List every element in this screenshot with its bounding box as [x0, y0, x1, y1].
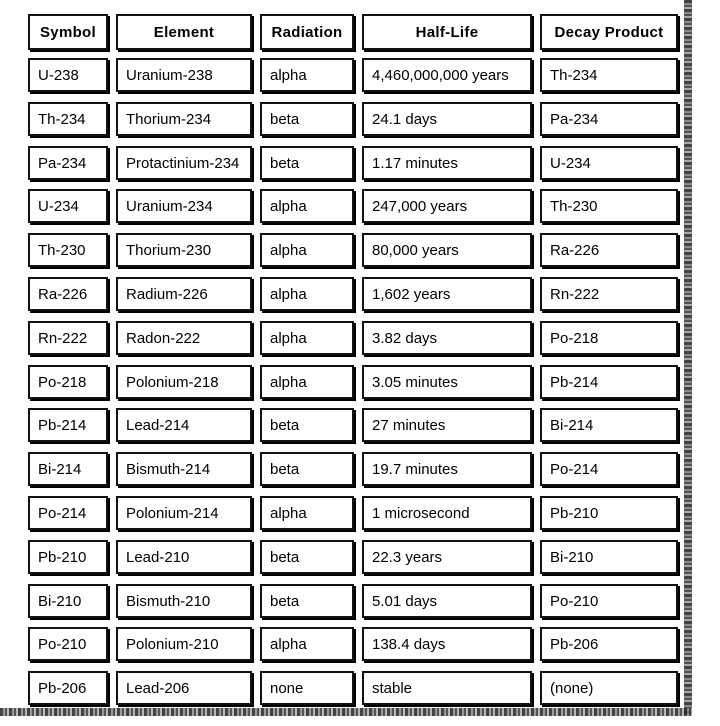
column-header-radiation: Radiation	[260, 14, 354, 50]
table-cell-half-life: 5.01 days	[362, 584, 532, 618]
table-cell-radiation: alpha	[260, 365, 354, 399]
table-cell-element: Polonium-210	[116, 627, 252, 661]
table-cell-decay-product: Po-218	[540, 321, 678, 355]
table-cell-symbol: Th-230	[28, 233, 108, 267]
table-cell-radiation: alpha	[260, 627, 354, 661]
table-cell-radiation: beta	[260, 452, 354, 486]
table-cell-element: Bismuth-214	[116, 452, 252, 486]
table-cell-decay-product: Pb-210	[540, 496, 678, 530]
table-cell-half-life: 1,602 years	[362, 277, 532, 311]
table-cell-symbol: Po-218	[28, 365, 108, 399]
table-cell-half-life: 3.82 days	[362, 321, 532, 355]
table-cell-symbol: Bi-214	[28, 452, 108, 486]
table-cell-radiation: alpha	[260, 277, 354, 311]
table-cell-decay-product: Po-210	[540, 584, 678, 618]
table-cell-radiation: alpha	[260, 496, 354, 530]
table-cell-element: Protactinium-234	[116, 146, 252, 180]
table-cell-decay-product: Bi-210	[540, 540, 678, 574]
column-header-half-life: Half-Life	[362, 14, 532, 50]
table-cell-symbol: Po-214	[28, 496, 108, 530]
table-cell-half-life: 247,000 years	[362, 189, 532, 223]
table-cell-element: Radium-226	[116, 277, 252, 311]
table-cell-symbol: Bi-210	[28, 584, 108, 618]
table-cell-element: Uranium-238	[116, 58, 252, 92]
table-cell-half-life: 138.4 days	[362, 627, 532, 661]
table-cell-symbol: U-234	[28, 189, 108, 223]
table-cell-decay-product: Pa-234	[540, 102, 678, 136]
table-cell-symbol: Po-210	[28, 627, 108, 661]
scanned-page	[4, 0, 690, 712]
table-cell-radiation: beta	[260, 408, 354, 442]
table-cell-decay-product: (none)	[540, 671, 678, 705]
table-cell-element: Lead-206	[116, 671, 252, 705]
table-cell-symbol: Th-234	[28, 102, 108, 136]
table-cell-half-life: 22.3 years	[362, 540, 532, 574]
table-cell-element: Thorium-230	[116, 233, 252, 267]
table-cell-symbol: Pb-214	[28, 408, 108, 442]
column-header-element: Element	[116, 14, 252, 50]
table-cell-radiation: alpha	[260, 189, 354, 223]
table-cell-half-life: 1.17 minutes	[362, 146, 532, 180]
table-cell-radiation: none	[260, 671, 354, 705]
table-cell-half-life: 1 microsecond	[362, 496, 532, 530]
table-cell-decay-product: U-234	[540, 146, 678, 180]
table-cell-half-life: 27 minutes	[362, 408, 532, 442]
table-cell-element: Polonium-218	[116, 365, 252, 399]
table-cell-element: Bismuth-210	[116, 584, 252, 618]
table-cell-symbol: U-238	[28, 58, 108, 92]
table-cell-element: Lead-214	[116, 408, 252, 442]
table-cell-half-life: 19.7 minutes	[362, 452, 532, 486]
table-cell-symbol: Pb-206	[28, 671, 108, 705]
table-cell-decay-product: Th-234	[540, 58, 678, 92]
table-cell-decay-product: Pb-214	[540, 365, 678, 399]
table-cell-decay-product: Pb-206	[540, 627, 678, 661]
table-cell-symbol: Rn-222	[28, 321, 108, 355]
table-cell-element: Thorium-234	[116, 102, 252, 136]
table-cell-radiation: beta	[260, 102, 354, 136]
table-cell-element: Polonium-214	[116, 496, 252, 530]
table-cell-decay-product: Th-230	[540, 189, 678, 223]
table-cell-radiation: beta	[260, 146, 354, 180]
table-cell-half-life: 80,000 years	[362, 233, 532, 267]
column-header-decay-product: Decay Product	[540, 14, 678, 50]
table-cell-element: Uranium-234	[116, 189, 252, 223]
table-cell-symbol: Pb-210	[28, 540, 108, 574]
table-cell-half-life: 3.05 minutes	[362, 365, 532, 399]
table-cell-symbol: Pa-234	[28, 146, 108, 180]
table-cell-decay-product: Bi-214	[540, 408, 678, 442]
table-cell-radiation: alpha	[260, 233, 354, 267]
table-cell-radiation: alpha	[260, 58, 354, 92]
table-cell-symbol: Ra-226	[28, 277, 108, 311]
page-edge-right	[684, 0, 692, 714]
table-cell-half-life: stable	[362, 671, 532, 705]
table-cell-radiation: beta	[260, 540, 354, 574]
page-edge-bottom	[0, 708, 692, 716]
column-header-symbol: Symbol	[28, 14, 108, 50]
table-cell-decay-product: Ra-226	[540, 233, 678, 267]
table-cell-radiation: alpha	[260, 321, 354, 355]
table-cell-radiation: beta	[260, 584, 354, 618]
table-cell-decay-product: Po-214	[540, 452, 678, 486]
table-cell-half-life: 24.1 days	[362, 102, 532, 136]
table-cell-element: Radon-222	[116, 321, 252, 355]
table-cell-decay-product: Rn-222	[540, 277, 678, 311]
table-cell-element: Lead-210	[116, 540, 252, 574]
table-cell-half-life: 4,460,000,000 years	[362, 58, 532, 92]
